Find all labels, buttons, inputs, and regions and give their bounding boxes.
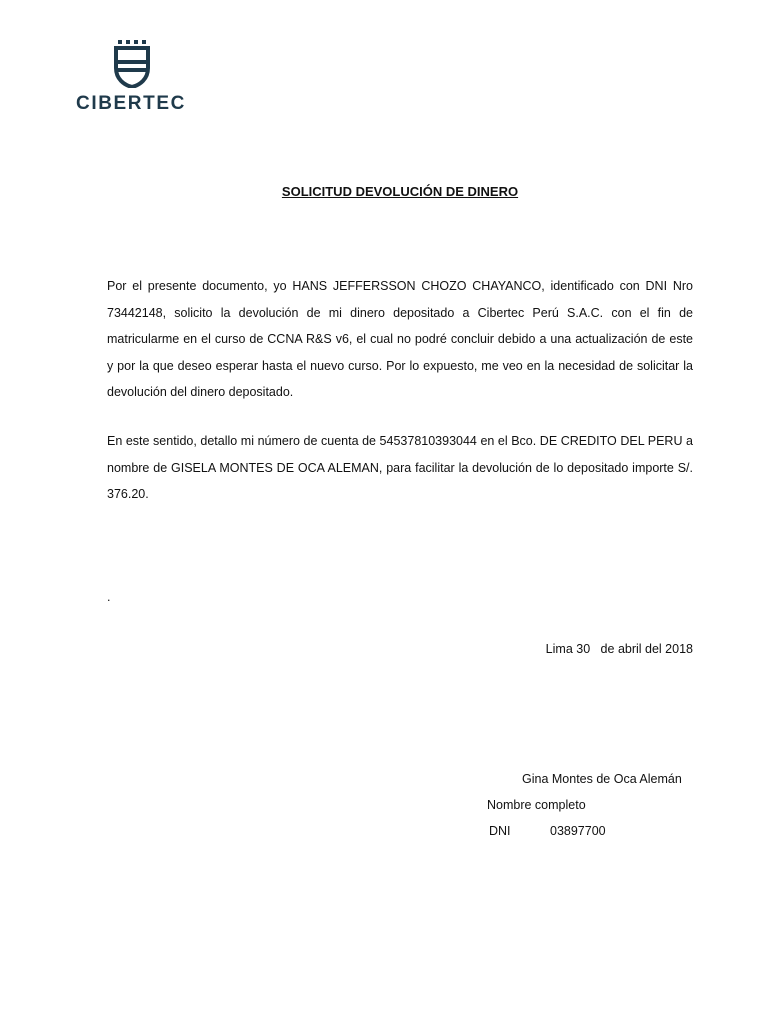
dni-label: DNI (489, 824, 511, 838)
logo-wordmark: CIBERTEC (76, 93, 186, 114)
document-date: Lima 30 de abril del 2018 (545, 642, 693, 656)
dni-value: 03897700 (550, 824, 606, 838)
signatory-name: Gina Montes de Oca Alemán (522, 772, 682, 786)
shield-emblem-icon (114, 38, 154, 88)
cibertec-logo (76, 38, 196, 118)
full-name-label: Nombre completo (487, 798, 586, 812)
document-title: SOLICITUD DEVOLUCIÓN DE DINERO (281, 184, 519, 199)
stray-dot: . (107, 590, 111, 604)
body-paragraph-1: Por el presente documento, yo HANS JEFFERSSON CHOZO CHAYANCO, identificado con DNI Nro 73442148, solicito la devolución de mi dinero depositado a Cibertec Perú S.A.C. con el fin de matricularme en el curso de CCNA R&S v6, el cual no podré concluir debido a una actualización de este y por la que deseo esperar hasta el nuevo curso. Por lo expuesto, me veo en la necesidad de solicitar la devolución del dinero depositado. (107, 279, 693, 399)
body-paragraph-2: En este sentido, detallo mi número de cuenta de 54537810393044 en el Bco. DE CREDITO DEL PERU a nombre de GISELA MONTES DE OCA ALEMAN, para facilitar la devolución de lo depositado importe S/. 376.20. (107, 434, 693, 501)
